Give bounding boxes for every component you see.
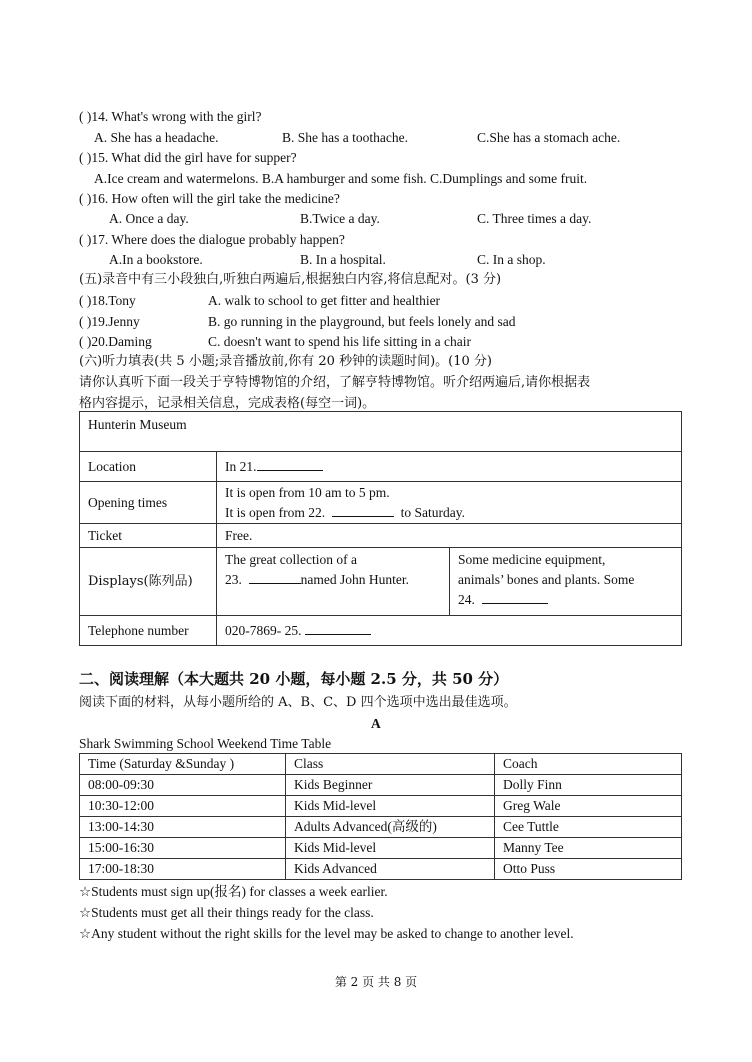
- row-coach: Greg Wale: [495, 796, 682, 817]
- match-item-18: ( )18.Tony: [79, 293, 136, 308]
- row-class: Kids Advanced: [286, 859, 495, 880]
- match-option-c: C. doesn't want to spend his life sitting in a chair: [208, 334, 472, 349]
- q17-option-b: B. In a hospital.: [300, 252, 386, 267]
- passage-label: A: [371, 716, 381, 731]
- row-time: 17:00-18:30: [80, 859, 286, 880]
- section2-heading: 二、阅读理解（本大题共 20 小题，每小题 2.5 分，共 50 分）: [79, 670, 509, 688]
- opening-line-2: [225, 503, 673, 523]
- match-option-a: A. walk to school to get fitter and healthier: [208, 293, 441, 308]
- location-label: Location: [80, 452, 217, 482]
- ticket-label: Ticket: [80, 524, 217, 548]
- swim-timetable: [79, 753, 682, 880]
- timetable-title: Shark Swimming School Weekend Time Table: [79, 736, 332, 751]
- table-row: [80, 775, 682, 796]
- row-class: Kids Mid-level: [286, 838, 495, 859]
- row-time: 10:30-12:00: [80, 796, 286, 817]
- row-coach: Otto Puss: [495, 859, 682, 880]
- question-14-stem: ( )14. What's wrong with the girl?: [79, 109, 262, 124]
- note-1: ☆Students must sign up(报名) for classes a week earlier.: [79, 884, 388, 899]
- opening-times-cell: [217, 482, 682, 524]
- opening-line-2-start: It is open from 22.: [225, 504, 326, 520]
- opening-times-label: Opening times: [80, 482, 217, 524]
- row-class: Kids Mid-level: [286, 796, 495, 817]
- header-coach: Coach: [495, 754, 682, 775]
- question-17-stem: ( )17. Where does the dialogue probably happen?: [79, 232, 345, 247]
- q17-option-a: A.In a bookstore.: [109, 252, 203, 267]
- row-time: 15:00-16:30: [80, 838, 286, 859]
- telephone-label: Telephone number: [80, 616, 217, 646]
- header-class: Class: [286, 754, 495, 775]
- part6-instruction-line2: 格内容提示，记录相关信息，完成表格(每空一词)。: [79, 396, 376, 411]
- table-row: [80, 796, 682, 817]
- part6-instruction-line1: 请你认真听下面一段关于亨特博物馆的介绍，了解亨特博物馆。听介绍两遍后,请你根据表: [79, 375, 591, 390]
- match-item-19: ( )19.Jenny: [79, 314, 140, 329]
- displays-right-num: 24.: [458, 592, 475, 607]
- location-cell: [217, 452, 682, 482]
- section2-instruction: 阅读下面的材料，从每小题所给的 A、B、C、D 四个选项中选出最佳选项。: [79, 695, 517, 710]
- question-15-stem: ( )15. What did the girl have for supper?: [79, 150, 297, 165]
- row-time: 08:00-09:30: [80, 775, 286, 796]
- opening-line-1: It is open from 10 am to 5 pm.: [225, 484, 390, 500]
- page-footer: 第 2 页 共 8 页: [334, 975, 418, 989]
- q14-option-c: C.She has a stomach ache.: [477, 130, 621, 145]
- telephone-cell: [217, 616, 682, 646]
- displays-label: [80, 548, 217, 616]
- displays-right-line-3: [458, 590, 673, 610]
- row-time: 13:00-14:30: [80, 817, 286, 838]
- displays-label-text: Displays(陈列品): [88, 574, 193, 589]
- museum-title: Hunterin Museum: [80, 412, 682, 452]
- displays-left-line-2: [225, 570, 441, 590]
- table-row: [80, 838, 682, 859]
- q16-option-a: A. Once a day.: [109, 211, 189, 226]
- blank-23[interactable]: [249, 571, 301, 584]
- displays-left-cell: [217, 548, 450, 616]
- displays-right-line-1: Some medicine equipment,: [458, 552, 606, 567]
- displays-right-cell: [450, 548, 682, 616]
- displays-left-line-1: The great collection of a: [225, 552, 357, 567]
- telephone-value: 020-7869- 25.: [225, 622, 302, 638]
- row-coach: Cee Tuttle: [495, 817, 682, 838]
- location-value: In 21.: [225, 458, 257, 474]
- blank-24[interactable]: [482, 591, 548, 604]
- blank-22[interactable]: [332, 504, 394, 517]
- part5-heading: (五)录音中有三小段独白,听独白两遍后,根据独白内容,将信息配对。(3 分): [79, 272, 502, 287]
- displays-right-line-2: animals’ bones and plants. Some: [458, 572, 635, 587]
- note-2: ☆Students must get all their things ready for the class.: [79, 905, 374, 920]
- displays-left-end: named John Hunter.: [300, 572, 409, 587]
- header-time: Time (Saturday &Sunday ): [80, 754, 286, 775]
- match-item-20: ( )20.Daming: [79, 334, 152, 349]
- q14-option-b: B. She has a toothache.: [282, 130, 408, 145]
- q14-option-a: A. She has a headache.: [94, 130, 219, 145]
- match-option-b: B. go running in the playground, but feels lonely and sad: [208, 314, 516, 329]
- q15-options: A.Ice cream and watermelons. B.A hamburger and some fish. C.Dumplings and some fruit.: [94, 171, 588, 186]
- blank-25[interactable]: [305, 622, 371, 635]
- table-row: [80, 817, 682, 838]
- opening-line-2-end: to Saturday.: [400, 504, 465, 520]
- table-row: [80, 859, 682, 880]
- row-coach: Manny Tee: [495, 838, 682, 859]
- ticket-value: Free.: [217, 524, 682, 548]
- note-3: ☆Any student without the right skills for the level may be asked to change to another level.: [79, 926, 574, 941]
- museum-info-table: [79, 411, 682, 646]
- row-coach: Dolly Finn: [495, 775, 682, 796]
- row-class: Kids Beginner: [286, 775, 495, 796]
- q17-option-c: C. In a shop.: [477, 252, 546, 267]
- displays-left-num: 23.: [225, 572, 242, 587]
- q16-option-c: C. Three times a day.: [477, 211, 592, 226]
- question-16-stem: ( )16. How often will the girl take the medicine?: [79, 191, 340, 206]
- blank-21[interactable]: [257, 458, 323, 471]
- part6-heading: (六)听力填表(共 5 小题;录音播放前,你有 20 秒钟的读题时间)。(10 分): [79, 354, 492, 369]
- q16-option-b: B.Twice a day.: [300, 211, 380, 226]
- row-class: Adults Advanced(高级的): [286, 817, 495, 838]
